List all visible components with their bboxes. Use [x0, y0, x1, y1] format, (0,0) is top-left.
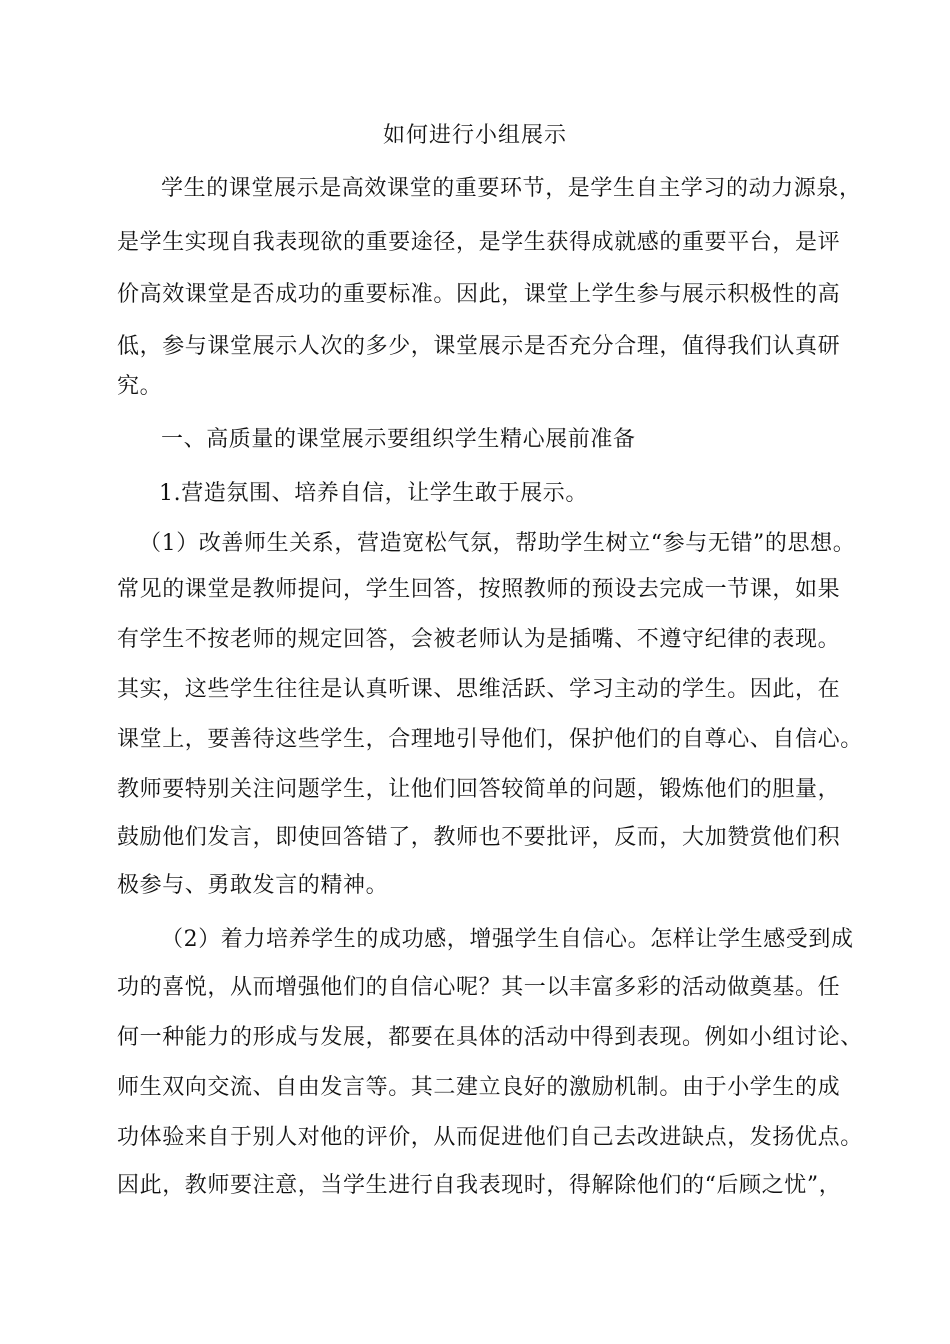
document-title: 如何进行小组展示 — [382, 123, 567, 148]
paragraph-line: 师生双向交流、自由发言等。其二建立良好的激励机制。由于小学生的成 — [117, 1075, 841, 1100]
paragraph-line: （1）改善师生关系，营造宽松气氛，帮助学生树立“参与无错”的思想。 — [139, 531, 856, 556]
paragraph-line: （2）着力培养学生的成功感，增强学生自信心。怎样让学生感受到成 — [161, 927, 854, 952]
paragraph-line: 常见的课堂是教师提问，学生回答，按照教师的预设去完成一节课，如果 — [117, 577, 841, 602]
paragraph-line: 究。 — [117, 374, 163, 399]
paragraph-line: 有学生不按老师的规定回答，会被老师认为是插嘴、不遵守纪律的表现。 — [117, 627, 841, 652]
paragraph-line: 学生的课堂展示是高效课堂的重要环节，是学生自主学习的动力源泉， — [161, 176, 862, 201]
subsection-heading: 1.营造氛围、培养自信，让学生敢于展示。 — [159, 481, 588, 506]
paragraph-line: 教师要特别关注问题学生，让他们回答较简单的问题，锻炼他们的胆量， — [117, 777, 841, 802]
paragraph-line: 低，参与课堂展示人次的多少，课堂展示是否充分合理，值得我们认真研 — [117, 334, 841, 359]
paragraph-line: 功体验来自于别人对他的评价，从而促进他们自己去改进缺点，发扬优点。 — [117, 1125, 863, 1150]
paragraph-line: 极参与、勇敢发言的精神。 — [117, 873, 389, 898]
paragraph-line: 因此，教师要注意，当学生进行自我表现时，得解除他们的“后顾之忧”， — [117, 1173, 842, 1198]
paragraph-line: 价高效课堂是否成功的重要标准。因此，课堂上学生参与展示积极性的高 — [117, 282, 841, 307]
paragraph-line: 是学生实现自我表现欲的重要途径，是学生获得成就感的重要平台，是评 — [117, 230, 841, 255]
paragraph-line: 其实，这些学生往往是认真听课、思维活跃、学习主动的学生。因此，在 — [117, 677, 841, 702]
paragraph-line: 功的喜悦，从而增强他们的自信心呢？其一以丰富多彩的活动做奠基。任 — [117, 975, 841, 1000]
paragraph-line: 何一种能力的形成与发展，都要在具体的活动中得到表现。例如小组讨论、 — [117, 1025, 863, 1050]
paragraph-line: 课堂上，要善待这些学生，合理地引导他们，保护他们的自尊心、自信心。 — [117, 727, 863, 752]
section-heading: 一、高质量的课堂展示要组织学生精心展前准备 — [161, 427, 636, 452]
paragraph-line: 鼓励他们发言，即使回答错了，教师也不要批评，反而，大加赞赏他们积 — [117, 825, 841, 850]
